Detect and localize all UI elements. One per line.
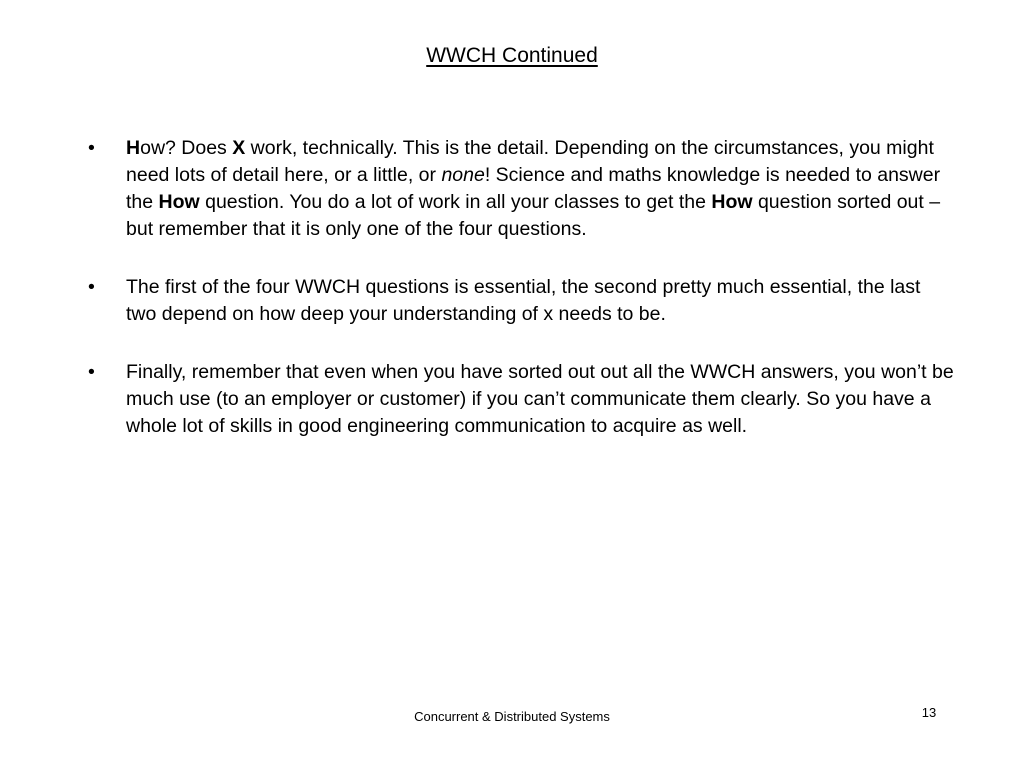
bullet-text-segment: question sorted out – but remember that it is only one of the four questions. <box>126 191 941 240</box>
page-number: 13 <box>921 705 937 720</box>
bullet-marker: • <box>88 137 95 159</box>
slide-footer: Concurrent & Distributed Systems <box>414 709 610 724</box>
bullet-list <box>84 135 954 471</box>
bullet-text <box>126 135 954 243</box>
bullet-marker: • <box>88 361 95 383</box>
bullet-text-segment: ! Science and maths knowledge is needed to answer the <box>126 164 941 213</box>
bullet-text-segment: How <box>711 191 753 213</box>
bullet-item <box>84 135 954 243</box>
bullet-text-segment: none <box>441 164 485 186</box>
bullet-text-segment: H <box>126 137 141 159</box>
slide-title: WWCH Continued <box>426 44 598 67</box>
bullet-text-segment: The first of the four WWCH questions is essential, the second pretty much essential, the last two depend on how deep your understanding of x needs to be. <box>126 276 921 325</box>
bullet-marker: • <box>88 276 95 298</box>
bullet-text-segment: Finally, remember that even when you have sorted out out all the WWCH answers, you won’t be much use (to an employer or customer) if you can’t communicate them clearly. So you have a whole lot of skills in good engineering communication to acquire as well. <box>126 361 954 437</box>
bullet-text-segment: question. You do a lot of work in all your classes to get the <box>199 191 712 213</box>
bullet-text-segment: X <box>232 137 246 159</box>
bullet-text <box>126 274 954 328</box>
bullet-text-segment: work, technically. This is the detail. Depending on the circumstances, you might need lots of detail here, or a little, or <box>126 137 934 186</box>
bullet-item <box>84 359 954 440</box>
bullet-text-segment: ow? Does <box>140 137 233 159</box>
bullet-item <box>84 274 954 328</box>
bullet-text-segment: How <box>158 191 200 213</box>
bullet-text <box>126 359 954 440</box>
